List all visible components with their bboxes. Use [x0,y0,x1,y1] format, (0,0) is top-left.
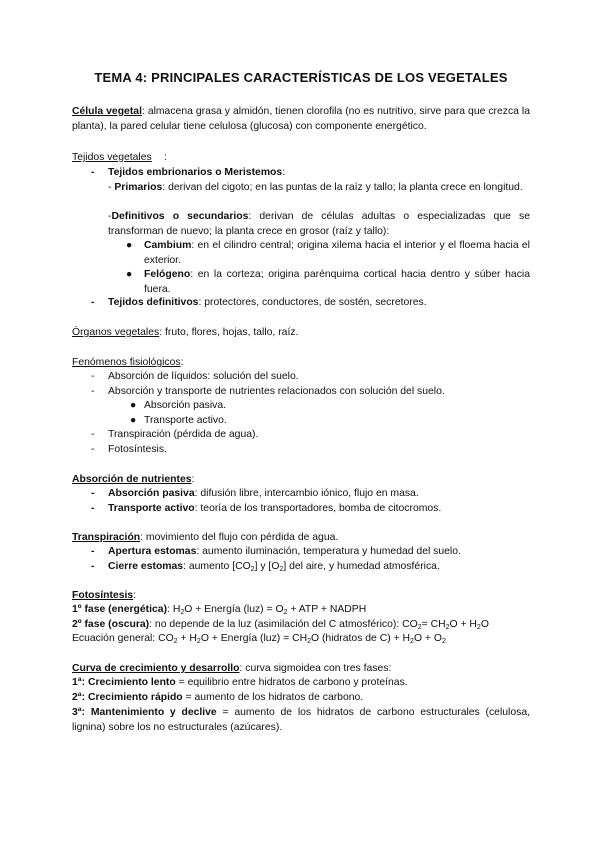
bullet: ● [126,240,133,251]
organos-line [72,326,298,340]
celula-label: Célula vegetal [72,106,142,117]
definitivos2-text: : protectores, conductores, de sostén, secretores. [198,297,427,308]
fase2-line: 2º fase (oscura): no depende de la luz (asimilación del C atmosférico): $CO_2= CH_2O + H_2O$ [72,619,489,631]
transpiracion-line: Transpiración: movimiento del flujo con pérdida de agua. [72,532,339,543]
primarios-label: Primarios [114,182,163,193]
fotosintesis-heading: Fotosíntesis: [72,590,137,601]
felogeno-label: Felógeno [144,269,191,280]
meristemos-label: Tejidos embrionarios o Meristemos [108,167,283,178]
dash: - [91,167,95,178]
celula-paragraph [72,104,530,134]
definitivos-label: Definitivos o secundarios [111,211,249,222]
felogeno-paragraph [126,267,530,297]
curva-fase3: 3ª: Mantenimiento y declive = aumento de los hidratos de carbono estructurales (celulosa, lignina) sobre los no estructurales (azúcares). [72,707,530,733]
definitivos-text: : derivan de células adultas o especializadas que se transforman de nuevo; la planta crece en grosor (raíz y tallo): [108,211,530,237]
curva-line: Curva de crecimiento y desarrollo: curva sigmoidea con tres fases: [72,663,392,674]
felogeno-text: : en la corteza; origina parénquima cortical hacia dentro y súber hacia fuera. [144,269,530,295]
curva-fase2: 2ª: Crecimiento rápido = aumento de los hidratos de carbono. [72,692,364,703]
organos-label: Órganos vegetales [72,327,160,338]
fenomenos-heading: Fenómenos fisiológicos: [72,357,184,368]
tejidos-heading: Tejidos vegetales [72,152,152,163]
cambium-text: : en el cilindro central; origina xilema hacia el interior y el floema hacia el exterior. [144,240,530,266]
page-title: TEMA 4: PRINCIPALES CARACTERÍSTICAS DE LOS VEGETALES [94,70,508,85]
cambium-paragraph [126,238,530,268]
definitivos2-label: Tejidos definitivos [108,297,199,308]
primarios-paragraph: - Primarios: derivan del cigoto; en las puntas de la raíz y tallo; la planta crece en longitud. [108,182,523,193]
primarios-text: : derivan del cigoto; en las puntas de la raíz y tallo; la planta crece en longitud. [162,182,523,193]
bullet: ● [126,269,133,280]
cambium-label: Cambium [144,240,192,251]
definitivos-paragraph: -Definitivos o secundarios: derivan de células adultas o especializadas que se transforman de nuevo; la planta crece en grosor (raíz y tallo): [108,211,530,237]
dash: - [91,297,95,308]
curva-fase1: 1ª: Crecimiento lento = equilibrio entre hidratos de carbono y proteínas. [72,677,408,688]
absorcion-heading: Absorción de nutrientes: [72,474,195,485]
organos-text: : fruto, flores, hojas, tallo, raíz. [159,327,299,338]
colon: : [164,152,167,163]
celula-text: : almacena grasa y almidón, tienen clorofila (no es nutritivo, sirve para que crezca la planta), la pared celular tiene celulosa (glucosa) con componente energético. [72,106,530,132]
fase1-line: 1º fase (energética): $H_2O$ + Energía $(luz) = O_2$ + ATP + NADPH [72,604,367,616]
ecuacion-line: Ecuación general: $CO_2 + H_2O$ + Energía $(luz) = CH_2O$ (hidratos de $C) + H_2O + O_2$ [72,633,446,645]
